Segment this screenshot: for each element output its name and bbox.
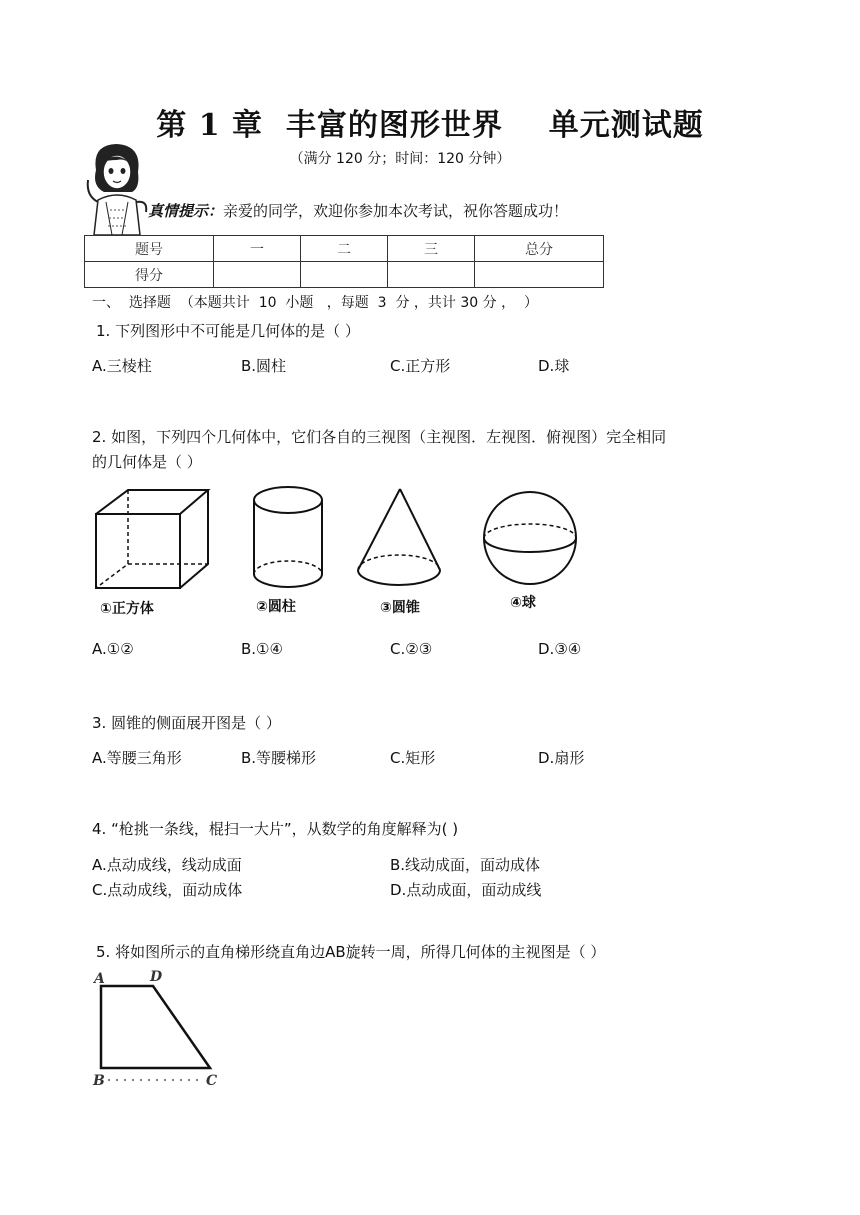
trapezoid-figure (90, 966, 226, 1090)
q1-option-c[interactable]: C.正方形 (390, 357, 451, 375)
figure-label-sphere: ④球 (510, 595, 536, 611)
score-table-header-row (85, 236, 604, 262)
tip-line (148, 200, 568, 221)
q3-option-c[interactable]: C.矩形 (390, 749, 436, 767)
question-4-stem: 4. “枪挑一条线，棍扫一大片”，从数学的角度解释为( ) (92, 820, 459, 838)
point-label-d: D (150, 969, 163, 985)
q1-option-d[interactable]: D.球 (538, 357, 570, 375)
question-1-stem: 1. 下列图形中不可能是几何体的是（ ） (96, 322, 360, 340)
score-cell[interactable] (388, 262, 475, 288)
q4-option-a[interactable]: A.点动成线，线动成面 (92, 856, 242, 874)
q1-option-b[interactable]: B.圆柱 (241, 357, 287, 375)
score-cell[interactable] (475, 262, 604, 288)
point-label-a: A (94, 971, 105, 987)
exam-info: （满分 120 分；时间：120 分钟） (289, 151, 511, 167)
q3-option-a[interactable]: A.等腰三角形 (92, 749, 182, 767)
tip-label: 真情提示： (148, 202, 224, 220)
q2-option-c[interactable]: C.②③ (390, 640, 433, 658)
point-label-b: B (93, 1073, 105, 1089)
score-table (84, 235, 604, 288)
tip-text: 亲爱的同学，欢迎你参加本次考试，祝你答题成功！ (223, 202, 569, 220)
q3-option-d[interactable]: D.扇形 (538, 749, 585, 767)
q3-option-b[interactable]: B.等腰梯形 (241, 749, 317, 767)
q4-option-d[interactable]: D.点动成面，面动成线 (390, 881, 542, 899)
score-header-cell: 题号 (85, 236, 214, 262)
figure-label-cube: ①正方体 (100, 601, 154, 617)
q2-option-b[interactable]: B.①④ (241, 640, 283, 658)
score-cell[interactable] (214, 262, 301, 288)
sphere-figure (480, 488, 580, 588)
score-header-cell: 三 (388, 236, 475, 262)
cube-figure (92, 486, 212, 592)
score-table-score-row (85, 262, 604, 288)
score-row-label: 得分 (85, 262, 214, 288)
q2-option-a[interactable]: A.①② (92, 640, 134, 658)
question-5-stem: 5. 将如图所示的直角梯形绕直角边AB旋转一周，所得几何体的主视图是（ ） (96, 943, 606, 961)
q4-option-c[interactable]: C.点动成线，面动成体 (92, 881, 243, 899)
question-3-stem: 3. 圆锥的侧面展开图是（ ） (92, 714, 281, 732)
q1-option-a[interactable]: A.三棱柱 (92, 357, 152, 375)
cartoon-girl-illustration (84, 140, 150, 235)
q2-option-d[interactable]: D.③④ (538, 640, 582, 658)
cone-figure (352, 486, 442, 598)
figure-label-cylinder: ②圆柱 (256, 599, 296, 615)
point-label-c: C (206, 1073, 218, 1089)
score-header-cell: 一 (214, 236, 301, 262)
page-title: 第 1 章 丰富的图形世界 单元测试题 (156, 108, 704, 143)
q4-option-b[interactable]: B.线动成面，面动成体 (390, 856, 541, 874)
figure-label-cone: ③圆锥 (380, 600, 420, 616)
question-2-stem-line2: 的几何体是（ ） (92, 453, 202, 471)
section-heading: 一、 选择题 （本题共计 10 小题 ，每题 3 分 ，共计 30 分 ， ） (92, 295, 538, 311)
score-header-cell: 二 (301, 236, 388, 262)
score-cell[interactable] (301, 262, 388, 288)
score-header-cell: 总分 (475, 236, 604, 262)
question-2-stem-line1: 2. 如图，下列四个几何体中，它们各自的三视图（主视图．左视图．俯视图）完全相同 (92, 428, 667, 446)
cylinder-figure (250, 484, 330, 594)
